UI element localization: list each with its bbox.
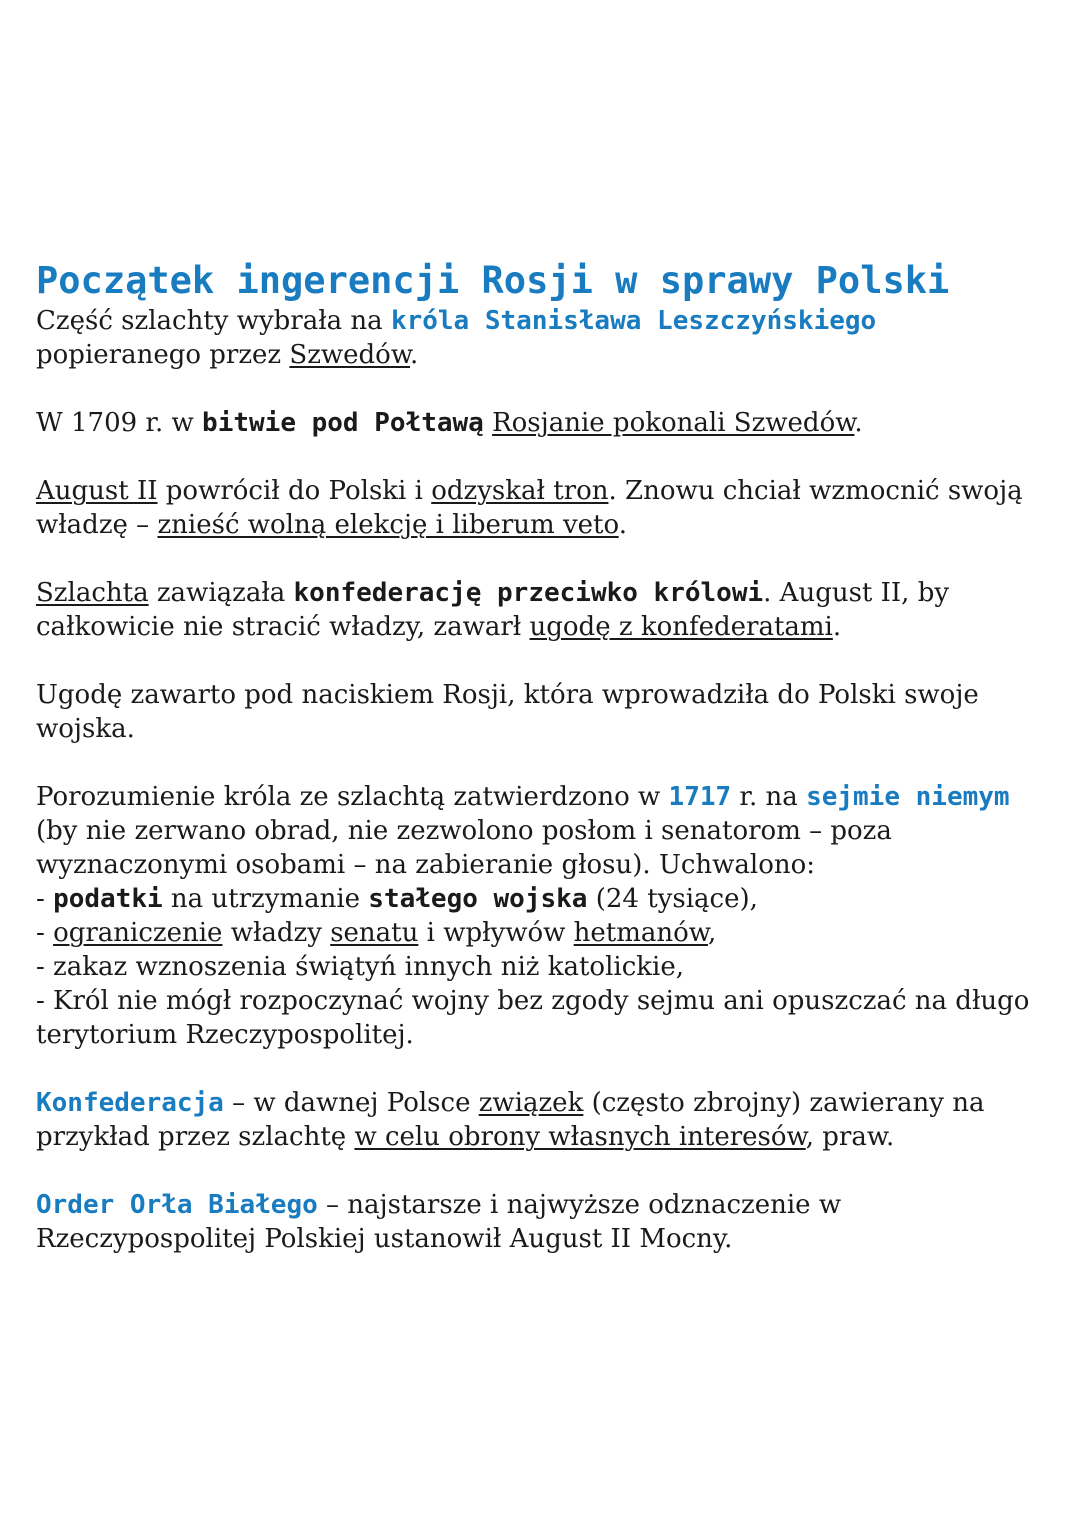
text: - Król nie mógł rozpoczynać wojny bez zgody sejmu ani opuszczać na długo terytorium Rzeczypospolitej. bbox=[36, 986, 1030, 1050]
text bbox=[484, 408, 492, 438]
paragraph-poltava bbox=[36, 406, 1056, 440]
definition-white-eagle bbox=[36, 1188, 1056, 1256]
text: (24 tysiące), bbox=[587, 884, 758, 914]
underlined-hetmans: hetmanów bbox=[573, 918, 708, 948]
underlined-senate: senatu bbox=[330, 918, 419, 948]
text: . bbox=[832, 612, 842, 642]
list-item bbox=[36, 984, 1056, 1052]
text: (by nie zerwano obrad, nie zezwolono posłom i senatorom – poza wyznaczonymi osobami – na zabieranie głosu). Uchwalono: bbox=[36, 816, 892, 880]
resolutions-list bbox=[36, 882, 1056, 1052]
paragraph-august-return bbox=[36, 474, 1056, 542]
text: W 1709 r. w bbox=[36, 408, 203, 438]
text: . bbox=[410, 340, 419, 370]
underlined-agreement: ugodę z konfederatami bbox=[529, 612, 833, 642]
term-confederation: Konfederacja bbox=[36, 1088, 224, 1118]
text: . bbox=[618, 510, 627, 540]
bold-taxes: podatki bbox=[53, 884, 163, 914]
bold-confederation: konfederację przeciwko królowi bbox=[293, 578, 764, 608]
page-title: Początek ingerencji Rosji w sprawy Polski bbox=[36, 259, 950, 302]
highlight-year: 1717 bbox=[668, 782, 732, 812]
text: , bbox=[707, 918, 717, 948]
underlined-interests: w celu obrony własnych interesów bbox=[354, 1122, 806, 1152]
document-page bbox=[36, 258, 1056, 1290]
definition-confederation bbox=[36, 1086, 1056, 1154]
text: władzy bbox=[222, 918, 331, 948]
text: popieranego przez bbox=[36, 340, 290, 370]
dash: - bbox=[36, 918, 54, 948]
text: Porozumienie króla ze szlachtą zatwierdzono w bbox=[36, 782, 669, 812]
text: na utrzymanie bbox=[162, 884, 369, 914]
term-white-eagle: Order Orła Białego bbox=[36, 1190, 318, 1220]
paragraph-confederation bbox=[36, 576, 1056, 644]
paragraph-silent-sejm bbox=[36, 780, 1056, 1052]
paragraph-russia-pressure bbox=[36, 678, 1056, 746]
text: , praw. bbox=[805, 1122, 895, 1152]
text: – w dawnej Polsce bbox=[223, 1088, 479, 1118]
bold-army: stałego wojska bbox=[368, 884, 588, 914]
text: zawiązała bbox=[148, 578, 294, 608]
underlined-swedes: Szwedów bbox=[289, 340, 411, 370]
text: Część szlachty wybrała na bbox=[36, 306, 391, 336]
underlined-limitation: ograniczenie bbox=[53, 918, 223, 948]
dash: - bbox=[36, 884, 54, 914]
text: – najstarsze i najwyższe odznaczenie w Rzeczypospolitej Polskiej ustanowił August II Mocny. bbox=[36, 1190, 842, 1254]
text: - zakaz wznoszenia świątyń innych niż katolickie, bbox=[36, 952, 684, 982]
text: r. na bbox=[731, 782, 807, 812]
underlined-election: znieść wolną elekcję i liberum veto bbox=[157, 510, 619, 540]
underlined-union: związek bbox=[478, 1088, 584, 1118]
text: . Znowu chciał wzmocnić swoją władzę – bbox=[36, 476, 1023, 540]
list-item bbox=[36, 916, 1056, 950]
text: i wpływów bbox=[418, 918, 574, 948]
highlight-king: króla Stanisława Leszczyńskiego bbox=[390, 306, 877, 336]
list-item bbox=[36, 882, 1056, 916]
text: (często zbrojny) zawierany na przykład przez szlachtę bbox=[36, 1088, 985, 1152]
underlined-throne: odzyskał tron bbox=[431, 476, 609, 506]
bold-battle: bitwie pod Połtawą bbox=[202, 408, 484, 438]
underlined-nobility: Szlachta bbox=[36, 578, 149, 608]
paragraph-leszczynski bbox=[36, 304, 1056, 372]
highlight-silent-sejm: sejmie niemym bbox=[806, 782, 1010, 812]
list-item bbox=[36, 950, 1056, 984]
text: Ugodę zawarto pod naciskiem Rosji, która wprowadziła do Polski swoje wojska. bbox=[36, 680, 979, 744]
text: . bbox=[854, 408, 863, 438]
text: . August II, by całkowicie nie stracić władzy, zawarł bbox=[36, 578, 950, 642]
underlined-august: August II bbox=[36, 476, 158, 506]
text: powrócił do Polski i bbox=[157, 476, 432, 506]
underlined-victory: Rosjanie pokonali Szwedów bbox=[492, 408, 855, 438]
